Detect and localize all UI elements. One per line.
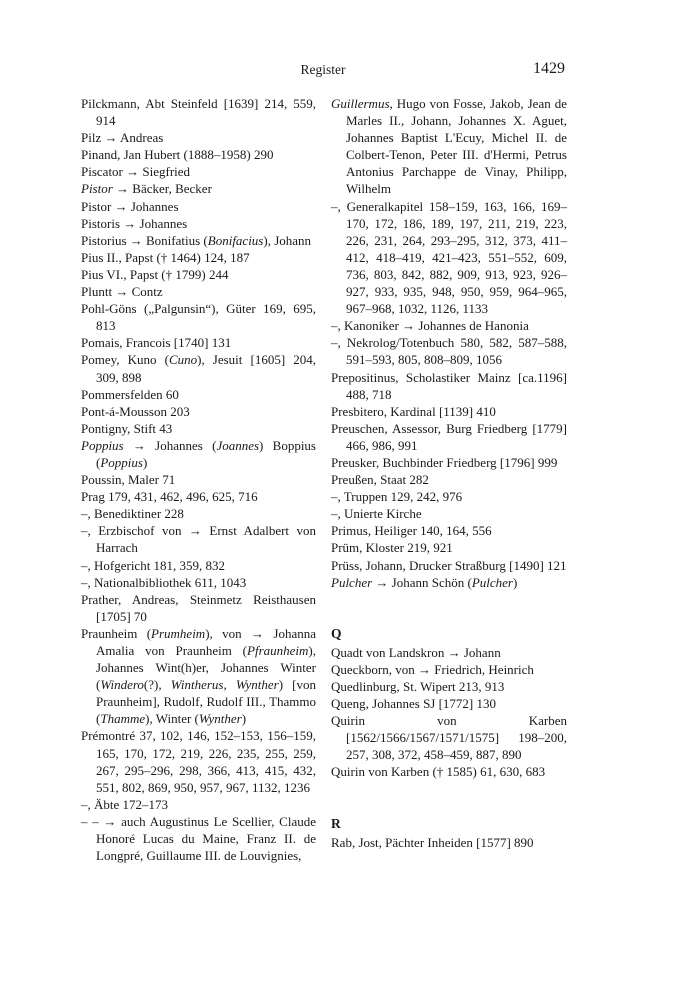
index-entry: Prémontré 37, 102, 146, 152–153, 156–159, 165, 170, 172, 219, 226, 235, 255, 259, 267, 295–296, 298, 366, 413, 415, 432, 551, 802, 869, 950, 957, 967, 1132, 1236 <box>81 728 316 795</box>
index-entry: –, Nationalbibliothek 611, 1043 <box>81 574 247 590</box>
index-entry: Rab, Jost, Pächter Inheiden [1577] 890 <box>331 834 534 850</box>
index-entry: –, Generalkapitel 158–159, 163, 166, 169–170, 172, 186, 189, 197, 211, 219, 223, 226, 231, 264, 293–295, 312, 373, 411–412, 418–419, 421–423, 551–552, 609, 736, 803, 842, 882, 909, 913, 923, 926–927, 933, 935, 948, 950, 959, 964–965, 967–968, 1032, 1126, 1133 <box>331 198 567 317</box>
section-gap <box>331 781 567 815</box>
index-entry: –, Hofgericht 181, 359, 832 <box>81 557 226 573</box>
index-entry: –, Benediktiner 228 <box>81 506 184 522</box>
right-column-entries <box>331 95 567 591</box>
index-entry: Quedlinburg, St. Wipert 213, 913 <box>331 679 505 694</box>
index-entry: Pohl-Göns („Palgunsin“), Güter 169, 695, 813 <box>81 301 316 334</box>
index-entry: Quadt von Landskron → Johann <box>331 644 501 660</box>
index-entry: Queckborn, von → Friedrich, Heinrich <box>331 661 534 677</box>
left-column <box>81 95 316 864</box>
index-entry: Pontigny, Stift 43 <box>81 420 173 436</box>
index-entry: Pluntt → Contz <box>81 284 163 300</box>
index-entry: Pius II., Papst († 1464) 124, 187 <box>81 249 250 265</box>
index-entry: Pistorius → Bonifatius (Bonifacius), Johann <box>81 232 312 248</box>
section-r-entries <box>331 834 567 851</box>
index-entry: Pommersfelden 60 <box>81 386 179 402</box>
index-entry: Presbitero, Kardinal [1139] 410 <box>331 403 496 419</box>
index-entry: Prather, Andreas, Steinmetz Reisthausen [1705] 70 <box>81 591 316 624</box>
section-letter-q: Q <box>331 625 342 641</box>
index-entry: Praunheim (Prumheim), von → Johanna Amalia von Praunheim (Pfraunheim), Johannes Wint(h)er, Johannes Winter (Windero(?), Wintherus, Wynther) [von Praunheim], Rudolf, Rudolf III., Thammo (Thamme), Winter (Wynther) <box>81 625 316 727</box>
index-entry: Poppius → Johannes (Joannes) Boppius (Poppius) <box>81 437 316 470</box>
index-entry: Primus, Heiliger 140, 164, 556 <box>331 523 492 539</box>
index-entry: Pistor → Bäcker, Becker <box>81 181 212 197</box>
page-header <box>0 60 700 82</box>
index-entry: –, Kanoniker → Johannes de Hanonia <box>331 318 529 334</box>
index-entry: –, Truppen 129, 242, 976 <box>331 489 463 505</box>
index-entry: Guillermus, Hugo von Fosse, Jakob, Jean de Marles II., Johann, Johannes X. Aguet, Johannes Baptist L'Ecuy, Michel II. de Colbert-Tenon, Peter III. d'Hermi, Petrus Antonius Parchappe de Vinay, Philipp, Wilhelm <box>331 96 567 197</box>
index-entry: Prüss, Johann, Drucker Straßburg [1490] 121 <box>331 557 567 573</box>
index-entry: Pont-á-Mousson 203 <box>81 403 190 419</box>
index-entry: Pulcher → Johann Schön (Pulcher) <box>331 574 518 590</box>
index-entry: Quirin von Karben († 1585) 61, 630, 683 <box>331 764 546 780</box>
index-entry: Pomais, Francois [1740] 131 <box>81 335 232 351</box>
index-entry: Pomey, Kuno (Cuno), Jesuit [1605] 204, 309, 898 <box>81 352 316 385</box>
index-entry: Prüm, Kloster 219, 921 <box>331 540 453 556</box>
index-entry: Pius VI., Papst († 1799) 244 <box>81 266 229 282</box>
index-entry: –, Unierte Kirche <box>331 506 422 522</box>
index-entry: –, Erzbischof von → Ernst Adalbert von Harrach <box>81 523 316 556</box>
index-entry: Pistoris → Johannes <box>81 215 188 231</box>
index-entry: Pilz → Andreas <box>81 130 164 146</box>
index-entry: Prag 179, 431, 462, 496, 625, 716 <box>81 489 258 505</box>
right-column <box>331 95 567 851</box>
section-gap <box>331 591 567 625</box>
index-entry: Preusker, Buchbinder Friedberg [1796] 999 <box>331 454 558 470</box>
page-number: 1429 <box>533 60 565 77</box>
index-entry: Prepositinus, Scholastiker Mainz [ca.1196] 488, 718 <box>331 369 567 402</box>
index-entry: – – → auch Augustinus Le Scellier, Claude Honoré Lucas du Maine, Franz II. de Longpré, Guillaume III. de Louvignies, <box>81 813 316 864</box>
index-entry: Preuschen, Assessor, Burg Friedberg [1779] 466, 986, 991 <box>331 420 567 453</box>
running-title: Register <box>300 62 346 77</box>
index-entry: –, Nekrolog/Totenbuch 580, 582, 587–588, 591–593, 805, 808–809, 1056 <box>331 335 567 368</box>
index-entry: Piscator → Siegfried <box>81 164 191 180</box>
section-letter-r: R <box>331 815 341 831</box>
index-entry: Poussin, Maler 71 <box>81 472 176 488</box>
index-entry: Preußen, Staat 282 <box>331 472 429 488</box>
index-entry: Pinand, Jan Hubert (1888–1958) 290 <box>81 147 274 163</box>
index-entry: –, Äbte 172–173 <box>81 796 169 812</box>
section-q-entries <box>331 644 567 781</box>
index-entry: Pilckmann, Abt Steinfeld [1639] 214, 559, 914 <box>81 96 316 129</box>
index-entry: Quirin von Karben [1562/1566/1567/1571/1575] 198–200, 257, 308, 372, 458–459, 887, 890 <box>331 713 567 763</box>
index-entry: Queng, Johannes SJ [1772] 130 <box>331 696 497 712</box>
index-entry: Pistor → Johannes <box>81 198 179 214</box>
